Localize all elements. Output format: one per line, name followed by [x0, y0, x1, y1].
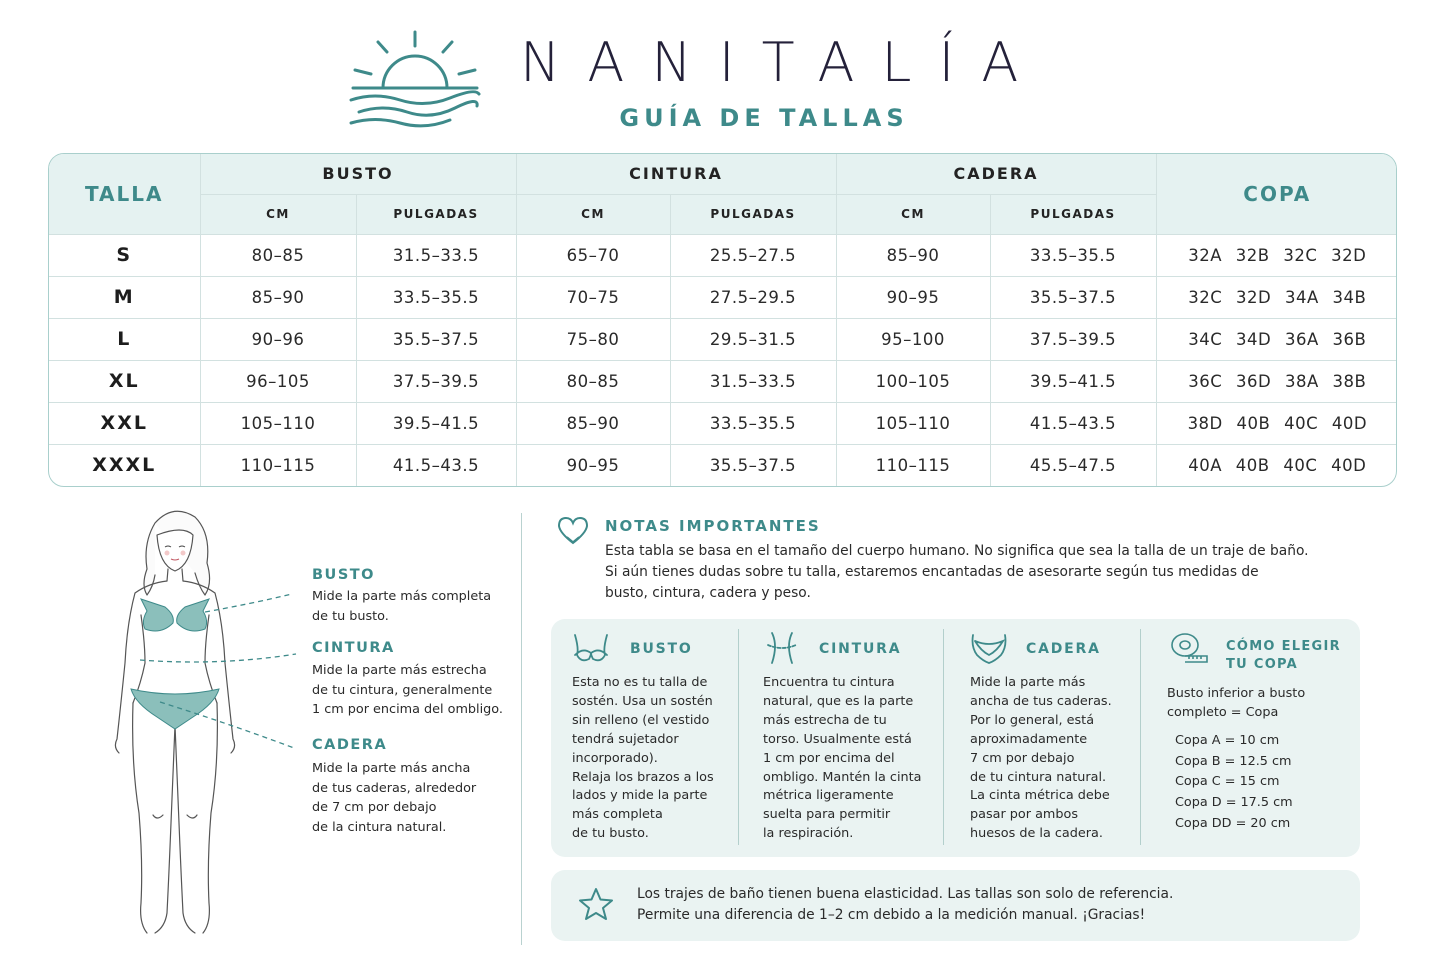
- copa-tip-intro: Busto inferior a busto completo = Copa: [1167, 686, 1306, 720]
- unit-header: PULGADAS: [356, 194, 516, 234]
- cintura-measure-title: CINTURA: [312, 640, 395, 656]
- section-divider: [521, 513, 522, 945]
- size-cell: L: [49, 318, 200, 360]
- unit-header: PULGADAS: [670, 194, 836, 234]
- measurement-cell: 27.5–29.5: [670, 276, 836, 318]
- measurement-cell: 105–110: [836, 402, 990, 444]
- cadera-header: CADERA: [836, 154, 1156, 194]
- cintura-tip: [742, 619, 943, 857]
- measurement-cell: 95–100: [836, 318, 990, 360]
- measurement-cell: 65–70: [516, 234, 670, 276]
- measurement-cell: 75–80: [516, 318, 670, 360]
- measurement-cell: 31.5–33.5: [356, 234, 516, 276]
- measurement-cell: 41.5–43.5: [990, 402, 1156, 444]
- unit-header: CM: [516, 194, 670, 234]
- copa-tip-title: CÓMO ELEGIR TU COPA: [1226, 639, 1341, 672]
- measurement-cell: 90–95: [836, 276, 990, 318]
- copa-tip-list: Copa A = 10 cm Copa B = 12.5 cm Copa C = 15 cm Copa D = 17.5 cm Copa DD = 20 cm: [1175, 733, 1293, 831]
- size-cell: S: [49, 234, 200, 276]
- measurement-cell: 35.5–37.5: [670, 444, 836, 486]
- measurement-cell: 80–85: [516, 360, 670, 402]
- cintura-measure-text: Mide la parte más estrecha de tu cintura, generalmente 1 cm por encima del ombligo.: [312, 663, 503, 717]
- measurement-cell: 45.5–47.5: [990, 444, 1156, 486]
- busto-tip: [551, 619, 738, 857]
- bra-icon: [571, 631, 611, 665]
- measurement-cell: 100–105: [836, 360, 990, 402]
- notes-text: Esta tabla se basa en el tamaño del cuerpo humano. No significa que sea la talla de un traje de baño. Si aún tienes dudas sobre tu talla, estaremos encantadas de asesorarte según tus medidas de busto, cintura, cadera y peso.: [605, 543, 1309, 601]
- column-divider: [738, 629, 739, 845]
- measurement-cell: 90–95: [516, 444, 670, 486]
- cadera-tip-title: CADERA: [1026, 641, 1101, 657]
- size-table: [48, 153, 1397, 487]
- measurement-cell: 31.5–33.5: [670, 360, 836, 402]
- measurement-cell: 105–110: [200, 402, 356, 444]
- cadera-tip-text: Mide la parte más ancha de tus caderas. Por lo general, está aproximadamente 7 cm por debajo de tu cintura natural. La cinta métrica debe pasar por ambos huesos de la cadera.: [970, 675, 1112, 842]
- measurement-cell: 85–90: [836, 234, 990, 276]
- measurement-cell: 90–96: [200, 318, 356, 360]
- cup-cell: 32A 32B 32C 32D: [1156, 234, 1397, 276]
- measurement-cell: 35.5–37.5: [356, 318, 516, 360]
- measurement-cell: 41.5–43.5: [356, 444, 516, 486]
- size-cell: M: [49, 276, 200, 318]
- measurement-cell: 110–115: [200, 444, 356, 486]
- table-row: [49, 276, 1397, 318]
- unit-header: CM: [836, 194, 990, 234]
- cup-cell: 36C 36D 38A 38B: [1156, 360, 1397, 402]
- cintura-tip-title: CINTURA: [819, 641, 902, 657]
- cup-cell: 32C 32D 34A 34B: [1156, 276, 1397, 318]
- measurement-cell: 33.5–35.5: [990, 234, 1156, 276]
- table-row: [49, 234, 1397, 276]
- busto-tip-text: Esta no es tu talla de sostén. Usa un sostén sin relleno (el vestido tendrá sujetador incorporado). Relaja los brazos a los lados y mide la parte más completa de tu busto.: [572, 675, 714, 842]
- copa-tip: [1147, 619, 1360, 857]
- size-cell: XXL: [49, 402, 200, 444]
- measurement-cell: 25.5–27.5: [670, 234, 836, 276]
- measurement-cell: 85–90: [200, 276, 356, 318]
- notes-title: NOTAS IMPORTANTES: [605, 517, 821, 535]
- star-icon: [577, 886, 615, 922]
- footer-note: [551, 870, 1360, 941]
- measurement-cell: 70–75: [516, 276, 670, 318]
- column-divider: [1140, 629, 1141, 845]
- talla-header: TALLA: [49, 154, 200, 234]
- body-figure-illustration: [95, 503, 255, 945]
- cintura-header: CINTURA: [516, 154, 836, 194]
- column-divider: [943, 629, 944, 845]
- busto-measure-text: Mide la parte más completa de tu busto.: [312, 589, 492, 624]
- cintura-tip-text: Encuentra tu cintura natural, que es la parte más estrecha de tu torso. Usualmente está 1 cm por encima del ombligo. Mantén la cinta métrica ligeramente suelta para permitir la respiración.: [763, 675, 922, 842]
- page-subtitle: GUÍA DE TALLAS: [619, 104, 909, 132]
- measurement-cell: 33.5–35.5: [356, 276, 516, 318]
- hip-icon: [969, 631, 1009, 665]
- busto-tip-title: BUSTO: [630, 641, 693, 657]
- cadera-measure-text: Mide la parte más ancha de tus caderas, alrededor de 7 cm por debajo de la cintura natural.: [312, 761, 477, 835]
- size-cell: XL: [49, 360, 200, 402]
- measurement-cell: 39.5–41.5: [990, 360, 1156, 402]
- measurement-cell: 85–90: [516, 402, 670, 444]
- cup-cell: 38D 40B 40C 40D: [1156, 402, 1397, 444]
- table-row: [49, 360, 1397, 402]
- measurement-cell: 29.5–31.5: [670, 318, 836, 360]
- measurement-cell: 37.5–39.5: [990, 318, 1156, 360]
- size-cell: XXXL: [49, 444, 200, 486]
- measurement-cell: 33.5–35.5: [670, 402, 836, 444]
- cadera-measure-title: CADERA: [312, 737, 388, 753]
- measurement-cell: 110–115: [836, 444, 990, 486]
- measurement-cell: 80–85: [200, 234, 356, 276]
- cup-cell: 40A 40B 40C 40D: [1156, 444, 1397, 486]
- copa-header: COPA: [1156, 154, 1397, 234]
- footer-text: Los trajes de baño tienen buena elasticidad. Las tallas son solo de referencia. Permite una diferencia de 1–2 cm debido a la medición manual. ¡Gracias!: [637, 886, 1174, 923]
- cadera-tip: [949, 619, 1140, 857]
- table-row: [49, 444, 1397, 486]
- brand-name: NANITALÍA: [520, 31, 1046, 94]
- busto-measure-title: BUSTO: [312, 567, 375, 583]
- table-row: [49, 318, 1397, 360]
- measurement-cell: 96–105: [200, 360, 356, 402]
- busto-header: BUSTO: [200, 154, 516, 194]
- heart-icon: [556, 515, 590, 547]
- measuring-tape-icon: [1169, 631, 1209, 665]
- measurement-cell: 35.5–37.5: [990, 276, 1156, 318]
- measurement-cell: 37.5–39.5: [356, 360, 516, 402]
- waist-icon: [762, 631, 802, 665]
- unit-header: CM: [200, 194, 356, 234]
- measurement-cell: 39.5–41.5: [356, 402, 516, 444]
- table-row: [49, 402, 1397, 444]
- unit-header: PULGADAS: [990, 194, 1156, 234]
- cup-cell: 34C 34D 36A 36B: [1156, 318, 1397, 360]
- tips-panel: [551, 619, 1360, 857]
